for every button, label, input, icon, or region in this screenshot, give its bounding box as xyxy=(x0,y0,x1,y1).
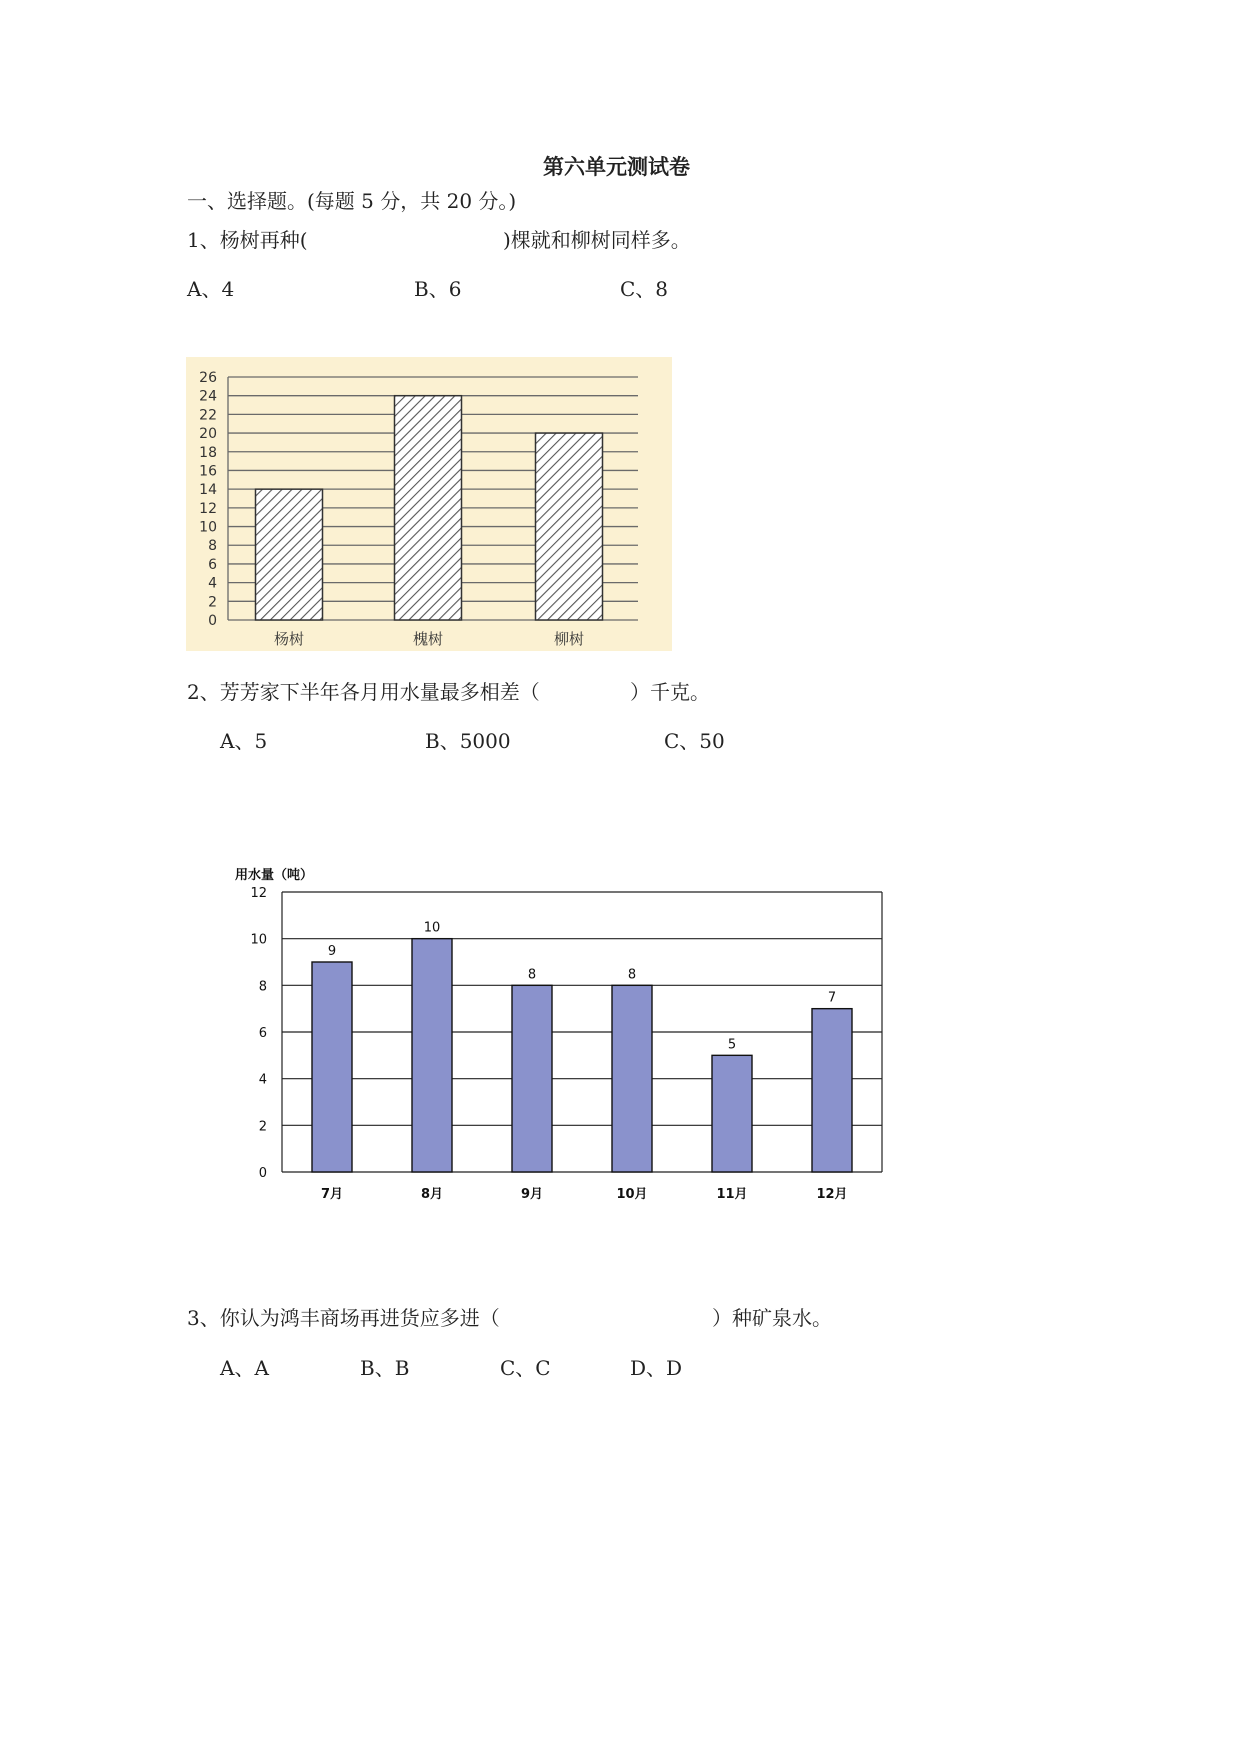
chart-2-data-label: 5 xyxy=(727,1037,737,1053)
chart-2-bar xyxy=(612,985,652,1172)
chart-2-x-tick-label: 10月 xyxy=(616,1187,648,1202)
question-3-option-b: B、B xyxy=(360,1356,410,1380)
chart-2-data-label: 9 xyxy=(327,944,337,959)
chart-1-bar xyxy=(536,433,603,620)
chart-2-bar xyxy=(512,985,552,1172)
question-2-option-c: C、50 xyxy=(664,729,725,753)
chart-1-y-tick-label: 8 xyxy=(208,538,217,555)
chart-1-y-tick-label: 14 xyxy=(199,482,217,499)
chart-1-y-tick-label: 12 xyxy=(199,500,217,517)
chart-2-x-tick-label: 9月 xyxy=(520,1187,544,1202)
chart-2-data-label: 8 xyxy=(527,967,537,983)
question-2-suffix: ）千克。 xyxy=(630,680,710,704)
chart-2-data-label: 10 xyxy=(423,920,441,936)
chart-2-x-tick-label: 11月 xyxy=(716,1187,748,1202)
chart-2-bar xyxy=(812,1009,852,1172)
chart-1-y-tick-label: 20 xyxy=(199,426,217,443)
question-2-option-b: B、5000 xyxy=(425,729,511,753)
tree-bar-chart xyxy=(186,357,672,651)
chart-2-bar xyxy=(712,1055,752,1172)
chart-1-y-tick-label: 6 xyxy=(208,556,217,573)
chart-1-x-tick-label: 杨树 xyxy=(273,630,305,648)
chart-1-bar xyxy=(395,396,462,620)
chart-1-y-tick-label: 18 xyxy=(199,444,217,461)
question-2-prefix: 2、芳芳家下半年各月用水量最多相差（ xyxy=(187,680,540,704)
page-title: 第六单元测试卷 xyxy=(543,154,690,179)
chart-1-y-tick-label: 10 xyxy=(199,519,217,536)
question-3-option-a: A、A xyxy=(220,1356,269,1380)
chart-1-y-tick-label: 24 xyxy=(199,388,217,405)
chart-2-y-tick-label: 12 xyxy=(250,886,267,901)
chart-2-x-tick-label: 12月 xyxy=(816,1187,848,1202)
chart-2-y-tick-label: 10 xyxy=(250,932,267,948)
chart-2-y-tick-label: 8 xyxy=(258,979,267,995)
chart-2-x-tick-label: 7月 xyxy=(320,1187,344,1202)
chart-2-data-label: 8 xyxy=(627,967,637,983)
question-2-option-a: A、5 xyxy=(220,729,268,753)
chart-1-bar xyxy=(256,489,323,620)
question-3-prefix: 3、你认为鸿丰商场再进货应多进（ xyxy=(187,1306,500,1330)
chart-1-y-tick-label: 4 xyxy=(208,575,217,592)
question-1-option-c: C、8 xyxy=(620,277,669,301)
section-heading: 一、选择题。(每题 5 分，共 20 分。) xyxy=(187,189,517,213)
question-1-option-a: A、4 xyxy=(187,277,235,301)
chart-2-y-tick-label: 4 xyxy=(258,1072,267,1088)
chart-2-bar xyxy=(312,962,352,1172)
chart-2-data-label: 7 xyxy=(827,990,837,1006)
chart-2-y-tick-label: 6 xyxy=(258,1026,267,1041)
chart-1-y-tick-label: 26 xyxy=(199,370,217,386)
question-3-option-c: C、C xyxy=(500,1356,551,1380)
chart-2-y-tick-label: 0 xyxy=(258,1166,267,1181)
question-3-option-d: D、D xyxy=(630,1356,683,1380)
chart-1-y-tick-label: 2 xyxy=(208,594,217,611)
chart-1-y-tick-label: 22 xyxy=(199,407,217,424)
chart-1-y-tick-label: 0 xyxy=(208,613,217,629)
chart-2-y-axis-title: 用水量（吨） xyxy=(235,868,314,883)
water-usage-bar-chart xyxy=(226,862,906,1212)
chart-1-y-tick-label: 16 xyxy=(199,463,217,480)
question-1-option-b: B、6 xyxy=(414,277,462,301)
question-1-prefix: 1、杨树再种( xyxy=(187,228,308,252)
chart-1-x-tick-label: 槐树 xyxy=(412,630,444,648)
chart-2-x-tick-label: 8月 xyxy=(420,1187,444,1202)
question-1-suffix: )棵就和柳树同样多。 xyxy=(503,228,691,252)
chart-1-x-tick-label: 柳树 xyxy=(553,630,585,648)
chart-2-y-tick-label: 2 xyxy=(258,1119,267,1135)
question-3-suffix: ）种矿泉水。 xyxy=(712,1306,832,1330)
chart-2-bar xyxy=(412,939,452,1172)
